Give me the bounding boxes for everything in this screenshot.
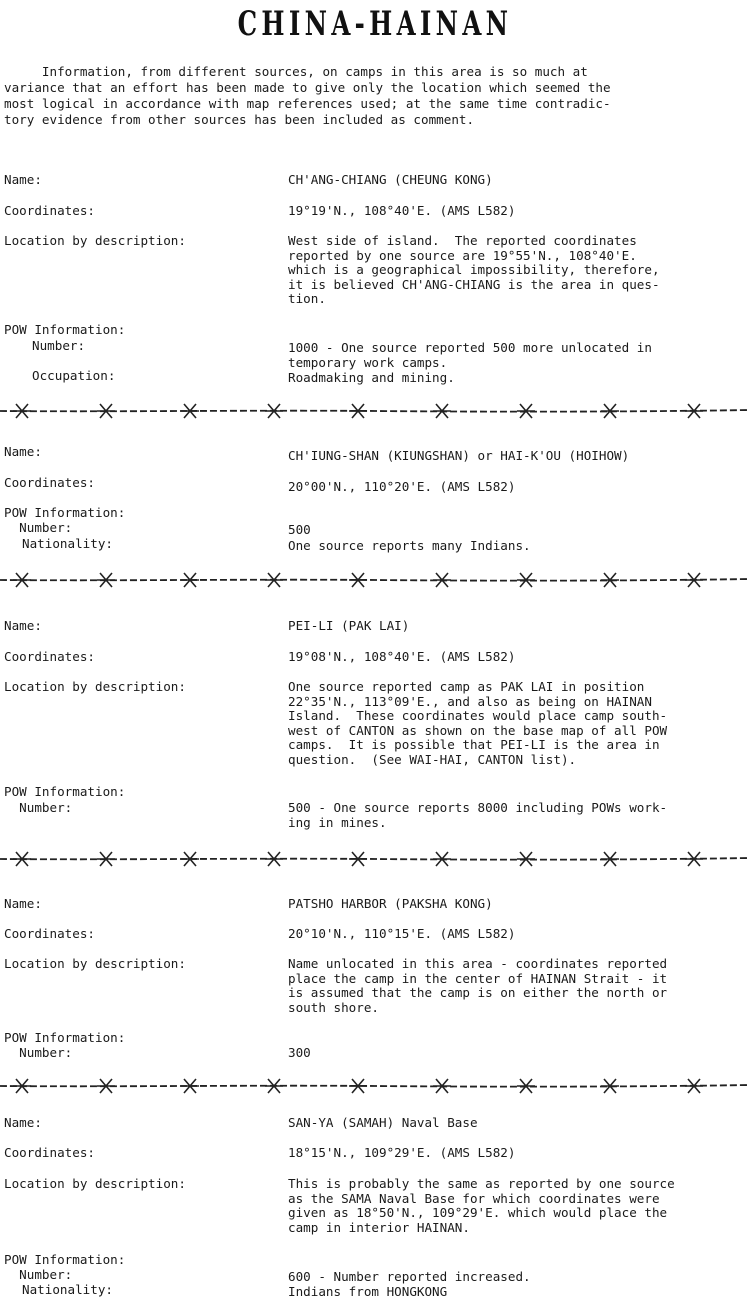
barb-icon: [97, 852, 115, 866]
camp-name: SAN-YA (SAMAH) Naval Base: [288, 1115, 478, 1130]
number-label: Number:: [4, 520, 73, 535]
barb-icon: [181, 1079, 199, 1093]
barb-icon: [349, 573, 367, 587]
location-label: Location by description:: [4, 956, 186, 971]
barb-icon: [265, 573, 283, 587]
camp-coordinates: 19°19'N., 108°40'E. (AMS L582): [288, 203, 516, 218]
barb-icon: [685, 852, 703, 866]
camp-number: 1000 - One source reported 500 more unlocated in temporary work camps.: [288, 340, 652, 370]
number-label: Number:: [4, 800, 73, 815]
coordinates-label: Coordinates:: [4, 649, 95, 664]
barb-icon: [13, 573, 31, 587]
camp-location: One source reported camp as PAK LAI in position 22°35'N., 113°09'E., and also as being on HAINAN Island. These coordinates would place camp south- west of CANTON as shown on the base map of all POW camps. It is possible that PEI-LI is the area in question. (See WAI-HAI, CANTON list).: [288, 679, 668, 767]
barb-icon: [433, 573, 451, 587]
pow-info-label: POW Information:: [4, 1252, 126, 1267]
pow-info-label: POW Information:: [4, 784, 126, 799]
location-label: Location by description:: [4, 679, 186, 694]
name-label: Name:: [4, 618, 42, 633]
name-label: Name:: [4, 1115, 42, 1130]
barb-icon: [433, 1079, 451, 1093]
camp-number: 600 - Number reported increased.: [288, 1269, 531, 1284]
barb-icon: [601, 1079, 619, 1093]
barb-icon: [517, 852, 535, 866]
camp-location: West side of island. The reported coordinates reported by one source are 19°55'N., 108°40'E. which is a geographical impossibility, therefore, it is believed CH'ANG-CHIANG is the area in ques- tion.: [288, 233, 660, 306]
barb-icon: [517, 404, 535, 418]
camp-name: CH'IUNG-SHAN (KIUNGSHAN) or HAI-K'OU (HOIHOW): [288, 448, 630, 463]
barb-icon: [349, 404, 367, 418]
camp-occupation: Roadmaking and mining.: [288, 370, 455, 385]
page-title: CHINA-HAINAN: [237, 4, 513, 44]
location-label: Location by description:: [4, 233, 186, 248]
camp-number: 500 - One source reports 8000 including POWs work- ing in mines.: [288, 800, 668, 830]
barb-icon: [13, 404, 31, 418]
number-label: Number:: [4, 1045, 73, 1060]
barb-icon: [97, 573, 115, 587]
camp-name: PATSHO HARBOR (PAKSHA KONG): [288, 896, 493, 911]
camp-number: 300: [288, 1045, 311, 1060]
camp-coordinates: 20°00'N., 110°20'E. (AMS L582): [288, 479, 516, 494]
name-label: Name:: [4, 896, 42, 911]
camp-coordinates: 20°10'N., 110°15'E. (AMS L582): [288, 926, 516, 941]
barb-icon: [685, 1079, 703, 1093]
camp-coordinates: 18°15'N., 109°29'E. (AMS L582): [288, 1145, 516, 1160]
coordinates-label: Coordinates:: [4, 1145, 95, 1160]
barb-icon: [517, 1079, 535, 1093]
pow-info-label: POW Information:: [4, 322, 126, 337]
coordinates-label: Coordinates:: [4, 475, 95, 490]
occupation-label: Occupation:: [32, 368, 116, 383]
camp-coordinates: 19°08'N., 108°40'E. (AMS L582): [288, 649, 516, 664]
camp-name: PEI-LI (PAK LAI): [288, 618, 410, 633]
coordinates-label: Coordinates:: [4, 926, 95, 941]
camp-nationality: One source reports many Indians.: [288, 538, 531, 553]
barbed-wire-divider: [0, 401, 750, 421]
camp-number: 500: [288, 522, 311, 537]
barb-icon: [433, 852, 451, 866]
barbed-wire-divider: [0, 1076, 750, 1096]
barb-icon: [265, 852, 283, 866]
camp-location: Name unlocated in this area - coordinates reported place the camp in the center of HAINAN Strait - it is assumed that the camp is on either the north or south shore.: [288, 956, 668, 1015]
barb-icon: [181, 573, 199, 587]
barb-icon: [601, 404, 619, 418]
barbed-wire-divider: [0, 849, 750, 869]
barb-icon: [349, 852, 367, 866]
pow-info-label: POW Information:: [4, 1030, 126, 1045]
barb-icon: [181, 404, 199, 418]
name-label: Name:: [4, 172, 42, 187]
coordinates-label: Coordinates:: [4, 203, 95, 218]
barb-icon: [181, 852, 199, 866]
camp-nationality: Indians from HONGKONG: [288, 1284, 448, 1299]
barb-icon: [433, 404, 451, 418]
intro-paragraph: Information, from different sources, on camps in this area is so much at variance that an effort has been made to give only the location which seemed the most logical in accordance with map references used; at the same time contradic- tory evidence from other sources has been included as comment.: [4, 64, 611, 127]
barb-icon: [13, 1079, 31, 1093]
nationality-label: Nationality:: [22, 536, 113, 551]
number-label: Number:: [4, 1267, 73, 1282]
barb-icon: [349, 1079, 367, 1093]
location-label: Location by description:: [4, 1176, 186, 1191]
barb-icon: [601, 852, 619, 866]
name-label: Name:: [4, 444, 42, 459]
barb-icon: [97, 404, 115, 418]
camp-location: This is probably the same as reported by one source as the SAMA Naval Base for which coordinates were given as 18°50'N., 109°29'E. which would place the camp in interior HAINAN.: [288, 1176, 675, 1235]
barb-icon: [685, 573, 703, 587]
number-label: Number:: [32, 338, 86, 353]
barb-icon: [265, 404, 283, 418]
barb-icon: [685, 404, 703, 418]
barb-icon: [517, 573, 535, 587]
camp-name: CH'ANG-CHIANG (CHEUNG KONG): [288, 172, 493, 187]
barb-icon: [265, 1079, 283, 1093]
barb-icon: [601, 573, 619, 587]
nationality-label: Nationality:: [22, 1282, 113, 1297]
barb-icon: [97, 1079, 115, 1093]
barbed-wire-divider: [0, 570, 750, 590]
pow-info-label: POW Information:: [4, 505, 126, 520]
barb-icon: [13, 852, 31, 866]
